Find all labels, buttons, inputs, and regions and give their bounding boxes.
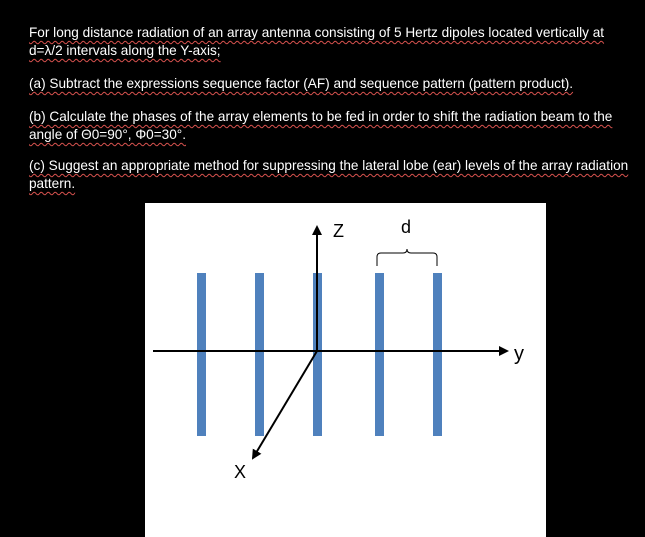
part-a-text: (a) Subtract the expressions sequence factor (AF) and sequence pattern (pattern product). (29, 76, 574, 91)
part-b-line-1: (b) Calculate the phases of the array elements to be fed in order to shift the radiation beam to the (29, 109, 613, 124)
question-part-c (29, 157, 629, 193)
part-c-line-2: pattern. (29, 176, 76, 191)
part-b-line-2: angle of Θ0=90°, Φ0=30°. (29, 127, 187, 142)
dipole-array-figure (145, 203, 546, 537)
dipole-2 (255, 273, 264, 436)
z-axis-label: Z (333, 221, 344, 241)
y-axis-label: y (514, 343, 524, 365)
dipole-array-diagram (145, 203, 546, 537)
question-part-b (29, 108, 629, 144)
x-axis-label: X (234, 462, 247, 482)
intro-line-2: d=λ/2 intervals along the Y-axis; (29, 43, 221, 58)
question-part-a (29, 75, 629, 93)
question-intro (29, 24, 629, 60)
dipole-4 (375, 273, 384, 436)
spacing-bracket (377, 249, 437, 266)
intro-line-1: For long distance radiation of an array antenna consisting of 5 Hertz dipoles located vertically at (29, 25, 605, 40)
dipole-1 (197, 273, 206, 436)
dipole-5 (433, 273, 442, 436)
part-c-line-1: (c) Suggest an appropriate method for suppressing the lateral lobe (ear) levels of the array radiation (29, 158, 629, 173)
spacing-label: d (401, 217, 412, 237)
